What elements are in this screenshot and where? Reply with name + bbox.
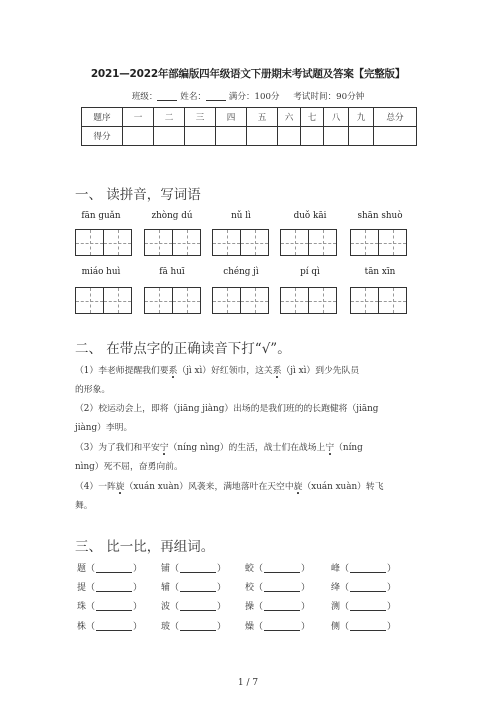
pinyin-label: fān guǎn	[81, 211, 121, 221]
pinyin-label: miáo huì	[81, 267, 121, 277]
pinyin-label: zhòng dú	[151, 211, 193, 221]
class-label: 班级：	[131, 92, 158, 102]
compare-item: 题（ ）	[77, 564, 143, 574]
dotted-char: 旋	[116, 479, 125, 492]
compare-item: 蛟（ ）	[245, 564, 311, 574]
compare-item: 校（ ）	[245, 583, 311, 593]
compare-item: 珠（ ）	[77, 602, 143, 612]
question-1-line-1: （1）李老师提醒我们要系（jì xì）好红领巾，这关系（jì xì）到少先队员	[75, 363, 359, 376]
question-4-line-2: 舞。	[75, 501, 93, 511]
compare-item: 玻（ ）	[161, 622, 227, 632]
score-label-cell: 得分	[82, 127, 123, 146]
header-cell: 六	[278, 108, 301, 127]
compare-item: 燥（ ）	[245, 622, 311, 632]
score-cell[interactable]	[278, 127, 301, 146]
header-cell: 四	[216, 108, 247, 127]
answer-blank[interactable]	[96, 601, 132, 611]
score-cell[interactable]	[349, 127, 374, 146]
name-blank[interactable]	[206, 91, 226, 101]
answer-blank[interactable]	[96, 563, 132, 573]
writing-box[interactable]	[75, 287, 104, 314]
writing-box[interactable]	[240, 229, 269, 256]
answer-blank[interactable]	[264, 582, 300, 592]
compare-item: 株（ ）	[77, 622, 143, 632]
writing-box[interactable]	[308, 287, 337, 314]
pinyin-label: chéng jì	[223, 267, 259, 277]
compare-item: 波（ ）	[161, 602, 227, 612]
question-4-line-1: （4）一阵旋（xuán xuàn）风袭来，满地落叶在天空中旋（xuán xuàn）转飞	[75, 479, 384, 492]
answer-blank[interactable]	[180, 621, 216, 631]
writing-box[interactable]	[350, 229, 379, 256]
writing-box[interactable]	[212, 229, 241, 256]
answer-blank[interactable]	[350, 582, 386, 592]
writing-box[interactable]	[308, 229, 337, 256]
answer-blank[interactable]	[350, 601, 386, 611]
info-line	[0, 90, 496, 102]
pinyin-label: shān shuò	[357, 211, 403, 221]
compare-item: 绛（ ）	[331, 583, 397, 593]
score-cell[interactable]	[301, 127, 324, 146]
header-cell: 五	[247, 108, 278, 127]
header-cell: 九	[349, 108, 374, 127]
section3-title: 三、 比一比，再组词。	[75, 539, 215, 555]
header-cell: 七	[301, 108, 324, 127]
score-cell[interactable]	[185, 127, 216, 146]
question-2-line-1: （2）校运动会上，即将（jiāng jiàng）出场的是我们班的的长跑健将（jiāng	[75, 404, 379, 414]
score-cell[interactable]	[324, 127, 349, 146]
compare-item: 测（ ）	[331, 602, 397, 612]
writing-box[interactable]	[103, 287, 132, 314]
writing-box[interactable]	[378, 287, 407, 314]
question-1-line-2: 的形象。	[75, 385, 111, 395]
writing-box[interactable]	[212, 287, 241, 314]
writing-box[interactable]	[103, 229, 132, 256]
full-score: 满分：100分	[228, 92, 280, 102]
writing-box[interactable]	[172, 229, 201, 256]
writing-box[interactable]	[144, 229, 173, 256]
dotted-char: 系	[273, 363, 282, 376]
score-cell[interactable]	[154, 127, 185, 146]
answer-blank[interactable]	[96, 582, 132, 592]
header-cell: 八	[324, 108, 349, 127]
pinyin-label: fā huī	[159, 267, 185, 277]
class-blank[interactable]	[157, 91, 177, 101]
pinyin-label: nǔ lì	[231, 211, 251, 221]
header-cell: 一	[123, 108, 154, 127]
writing-box[interactable]	[378, 229, 407, 256]
answer-blank[interactable]	[180, 601, 216, 611]
name-label: 姓名：	[180, 92, 207, 102]
writing-box[interactable]	[144, 287, 173, 314]
header-cell: 二	[154, 108, 185, 127]
score-cell[interactable]	[247, 127, 278, 146]
question-3-line-2: nìng）死不屈，奋勇向前。	[75, 462, 183, 472]
section1-title: 一、 读拼音，写词语	[75, 187, 201, 203]
writing-box[interactable]	[280, 229, 309, 256]
header-cell: 题序	[82, 108, 123, 127]
score-table	[81, 107, 417, 146]
pinyin-label: tān xīn	[364, 267, 396, 277]
answer-blank[interactable]	[264, 563, 300, 573]
compare-item: 操（ ）	[245, 602, 311, 612]
question-2-line-2: jiàng）李明。	[75, 423, 133, 433]
section2-title: 二、 在带点字的正确读音下打“√”。	[75, 341, 291, 357]
pinyin-label: duǒ kāi	[293, 211, 327, 221]
answer-blank[interactable]	[96, 621, 132, 631]
dotted-char: 宁	[160, 440, 169, 453]
pinyin-label: pí qì	[300, 267, 320, 277]
compare-item: 铺（ ）	[161, 564, 227, 574]
dotted-char: 宁	[325, 440, 334, 453]
compare-item: 辅（ ）	[161, 583, 227, 593]
writing-box[interactable]	[240, 287, 269, 314]
answer-blank[interactable]	[264, 621, 300, 631]
score-row	[82, 127, 417, 146]
question-3-line-1: （3）为了我们和平安宁（níng nìng）的生活，战士们在战场上宁（níng	[75, 440, 363, 453]
score-header-row	[82, 108, 417, 127]
doc-title: 2021—2022年部编版四年级语文下册期末考试题及答案【完整版】	[90, 68, 406, 80]
compare-item: 侧（ ）	[331, 622, 397, 632]
writing-box[interactable]	[172, 287, 201, 314]
compare-item: 提（ ）	[77, 583, 143, 593]
page-number: 1 / 7	[237, 678, 259, 688]
writing-box[interactable]	[75, 229, 104, 256]
compare-item: 峰（ ）	[331, 564, 397, 574]
answer-blank[interactable]	[180, 582, 216, 592]
answer-blank[interactable]	[350, 621, 386, 631]
score-cell[interactable]	[374, 127, 417, 146]
answer-blank[interactable]	[350, 563, 386, 573]
header-cell: 总分	[374, 108, 417, 127]
writing-box[interactable]	[350, 287, 379, 314]
score-cell[interactable]	[216, 127, 247, 146]
exam-time: 考试时间：90分钟	[293, 92, 365, 102]
header-cell: 三	[185, 108, 216, 127]
answer-blank[interactable]	[264, 601, 300, 611]
answer-blank[interactable]	[180, 563, 216, 573]
dotted-char: 系	[169, 363, 178, 376]
writing-box[interactable]	[280, 287, 309, 314]
dotted-char: 旋	[294, 479, 303, 492]
score-cell[interactable]	[123, 127, 154, 146]
